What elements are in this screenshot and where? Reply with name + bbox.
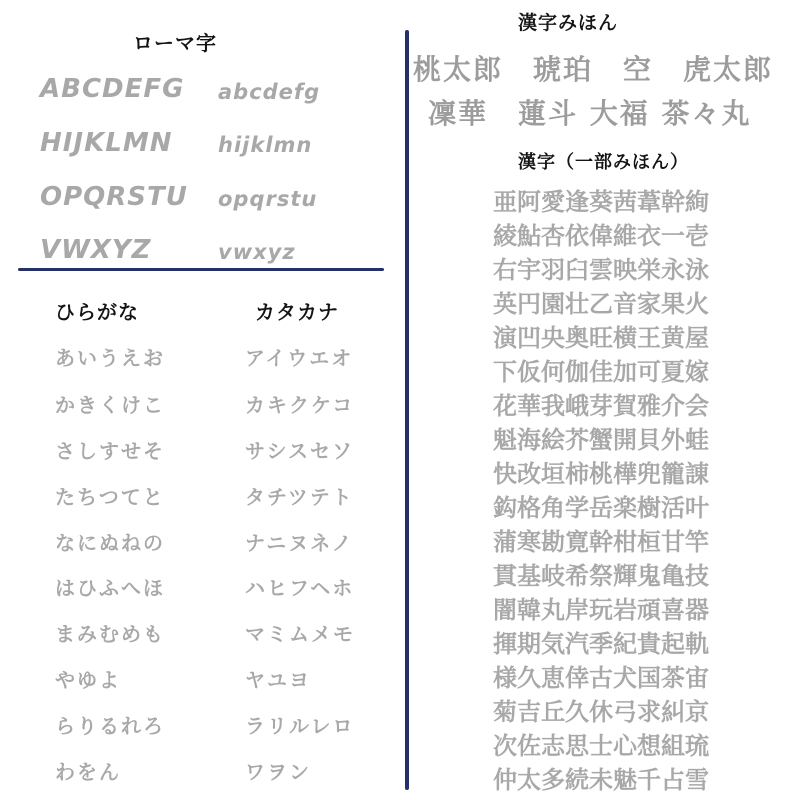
kanji-row: 様久恵倖古犬国茶宙 [493,664,709,692]
kanji-row: 快改垣柿桃樺兜籠諌 [493,460,709,488]
kanji-row: 演凹央奥旺横王黄屋 [493,324,709,352]
romaji-upper-row: HIJKLMN [40,128,173,158]
katakana-heading: カタカナ [255,300,339,324]
horizontal-divider [18,268,384,271]
hiragana-row: やゆよ [55,668,121,692]
romaji-lower-row: abcdefg [218,80,321,104]
kanji-row: 揮期気汽季紀貴起軌 [493,630,709,658]
kanji-row: 花華我峨芽賀雅介会 [493,392,709,420]
hiragana-row: はひふへほ [55,576,165,600]
hiragana-row: なにぬねの [55,531,165,555]
kanji-partial-heading: 漢字（一部みほん） [518,152,689,173]
kanji-row: 下仮何伽佳加可夏嫁 [493,358,709,386]
kanji-samples-heading: 漢字みほん [518,12,619,34]
hiragana-row: かきくけこ [55,393,165,417]
kanji-row: 次佐志思士心想組琉 [493,732,709,760]
katakana-row: ヤユヨ [245,668,311,692]
hiragana-row: さしすせそ [55,439,165,463]
katakana-row: カキクケコ [245,393,355,417]
katakana-row: ハヒフヘホ [245,576,355,600]
katakana-row: マミムメモ [245,622,355,646]
kanji-sample-line: 桃太郎 琥珀 空 虎太郎 [413,53,774,86]
hiragana-heading: ひらがな [55,300,139,324]
romaji-upper-row: VWXYZ [40,235,152,265]
kanji-row: 綾鮎杏依偉維衣一壱 [493,222,709,250]
kanji-row: 右宇羽臼雲映栄永泳 [493,256,709,284]
katakana-row: サシスセソ [245,439,354,463]
katakana-row: ワヲン [245,760,311,784]
katakana-row: ラリルレロ [245,714,355,738]
hiragana-row: らりるれろ [55,714,165,738]
hiragana-row: あいうえお [55,346,165,370]
romaji-lower-row: hijklmn [218,133,313,157]
kanji-row: 仲太多続未魅千占雪 [493,766,709,794]
kanji-row: 英円園壮乙音家果火 [493,290,709,318]
kanji-row: 菊吉丘久休弓求糾京 [493,698,709,726]
romaji-lower-row: vwxyz [218,240,296,264]
kanji-row: 魁海絵芥蟹開貝外蛙 [493,426,709,454]
vertical-divider [405,30,409,790]
romaji-lower-row: opqrstu [218,187,318,211]
kanji-sample-line: 凜華 蓮斗 大福 茶々丸 [428,97,752,130]
katakana-row: アイウエオ [245,346,354,370]
kanji-row: 亜阿愛逢葵茜葦幹絢 [493,188,709,216]
hiragana-row: まみむめも [55,622,165,646]
kanji-row: 貫基岐希祭輝鬼亀技 [493,562,709,590]
romaji-upper-row: ABCDEFG [40,74,185,104]
kanji-row: 蒲寒勘寛幹柑桓甘竿 [493,528,709,556]
hiragana-row: わをん [55,760,121,784]
kanji-row: 闇韓丸岸玩岩頑喜器 [493,596,709,624]
katakana-row: タチツテト [245,485,354,509]
kanji-row: 鈎格角学岳楽樹活叶 [493,494,709,522]
hiragana-row: たちつてと [55,485,165,509]
romaji-upper-row: OPQRSTU [40,182,188,212]
romaji-heading: ローマ字 [133,31,217,55]
katakana-row: ナニヌネノ [245,531,354,555]
